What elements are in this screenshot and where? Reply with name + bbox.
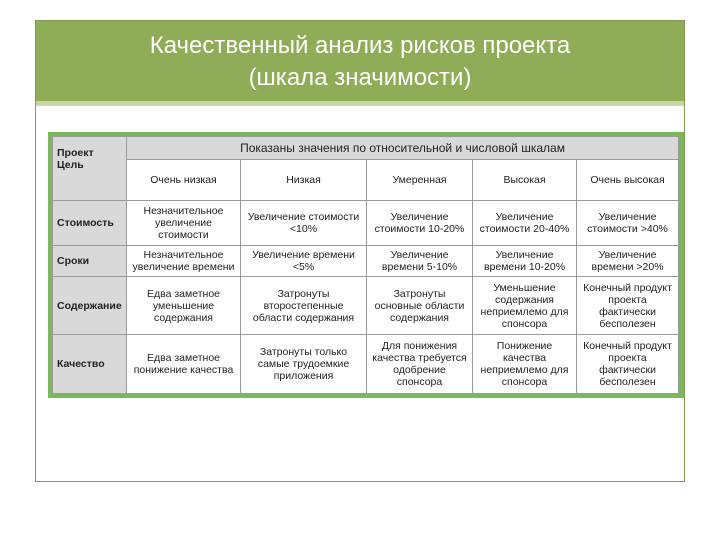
corner-cell <box>53 137 127 201</box>
table-cell: Увеличение времени >20% <box>577 245 679 276</box>
table-header-row <box>53 137 679 160</box>
title-bar <box>36 21 684 101</box>
slide-subtitle: (шкала значимости) <box>248 64 472 91</box>
table-cell: Едва заметное понижение качества <box>127 335 241 394</box>
table-cell: Увеличение стоимости 20-40% <box>473 201 577 246</box>
table-cell: Затронуты основные области содержания <box>367 276 473 335</box>
column-header: Низкая <box>241 160 367 201</box>
corner-label-goal: Цель <box>57 159 84 171</box>
column-header: Очень высокая <box>577 160 679 201</box>
table-cell: Увеличение времени 10-20% <box>473 245 577 276</box>
column-header: Высокая <box>473 160 577 201</box>
table-cell: Затронуты только самые трудоемкие приложения <box>241 335 367 394</box>
table-row <box>53 276 679 335</box>
table-cell: Конечный продукт проекта фактически бесполезен <box>577 276 679 335</box>
table-cell: Незначительное увеличение стоимости <box>127 201 241 246</box>
table-cell: Незначительное увеличение времени <box>127 245 241 276</box>
slide-title: Качественный анализ рисков проекта <box>149 32 571 59</box>
table-row <box>53 335 679 394</box>
table-cell: Увеличение стоимости <10% <box>241 201 367 246</box>
column-header: Очень низкая <box>127 160 241 201</box>
row-header: Сроки <box>53 245 127 276</box>
table-cell: Конечный продукт проекта фактически бесполезен <box>577 335 679 394</box>
table-cell: Понижение качества неприемлемо для спонсора <box>473 335 577 394</box>
table-cell: Увеличение времени 5-10% <box>367 245 473 276</box>
column-header-row <box>53 160 679 201</box>
table-cell: Для понижения качества требуется одобрение спонсора <box>367 335 473 394</box>
row-header: Качество <box>53 335 127 394</box>
title-separator <box>36 101 684 106</box>
row-header: Стоимость <box>53 201 127 246</box>
column-header: Умеренная <box>367 160 473 201</box>
table-row <box>53 201 679 246</box>
table-cell: Едва заметное уменьшение содержания <box>127 276 241 335</box>
table-row <box>53 245 679 276</box>
table-cell: Увеличение стоимости >40% <box>577 201 679 246</box>
row-header: Содержание <box>53 276 127 335</box>
table-cell: Увеличение времени <5% <box>241 245 367 276</box>
table-header: Показаны значения по относительной и числовой шкалам <box>127 137 679 160</box>
table-cell: Затронуты второстепенные области содержания <box>241 276 367 335</box>
table-cell: Увеличение стоимости 10-20% <box>367 201 473 246</box>
risk-scale-table-frame <box>48 132 684 398</box>
table-cell: Уменьшение содержания неприемлемо для спонсора <box>473 276 577 335</box>
corner-label-project: Проект <box>57 147 94 159</box>
risk-scale-table <box>52 136 679 394</box>
